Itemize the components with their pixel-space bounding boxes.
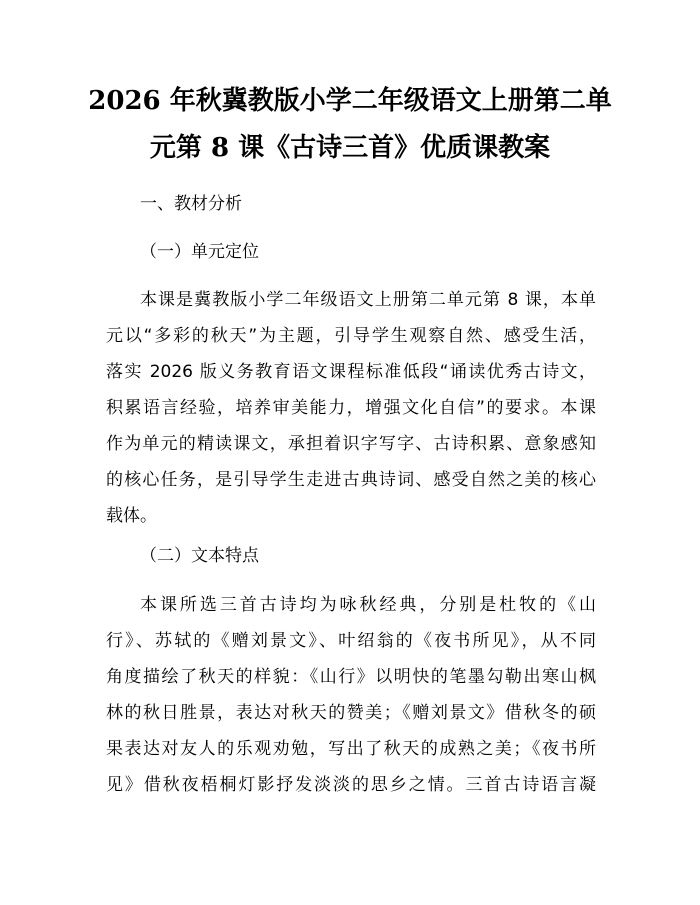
paragraph-line: 载体。 — [106, 506, 157, 526]
subsection-heading-unit-positioning: （一）单元定位 — [140, 242, 259, 262]
paragraph-line: 元以“多彩的秋天”为主题，引导学生观察自然、感受生活， — [106, 326, 596, 346]
subsection-heading-text-features: （二）文本特点 — [140, 546, 259, 566]
paragraph-line: 林的秋日胜景，表达对秋天的赞美；《赠刘景文》借秋冬的硕 — [106, 703, 596, 723]
paragraph-line: 角度描绘了秋天的样貌：《山行》以明快的笔墨勾勒出寒山枫 — [106, 667, 596, 687]
paragraph-line: 行》、苏轼的《赠刘景文》、叶绍翁的《夜书所见》，从不同 — [106, 631, 596, 651]
paragraph-line: 见》借秋夜梧桐灯影抒发淡淡的思乡之情。三首古诗语言凝 — [106, 775, 596, 795]
document-title-line-1: 2026 年秋冀教版小学二年级语文上册第二单 — [88, 86, 612, 116]
document-title-line-2: 元第 8 课《古诗三首》优质课教案 — [149, 133, 551, 163]
section-heading-textbook-analysis: 一、教材分析 — [140, 194, 242, 214]
paragraph-line: 本课是冀教版小学二年级语文上册第二单元第 8 课，本单 — [140, 290, 596, 310]
paragraph-line: 积累语言经验，培养审美能力，增强文化自信”的要求。本课 — [106, 398, 596, 418]
paragraph-line: 果表达对友人的乐观劝勉，写出了秋天的成熟之美；《夜书所 — [106, 739, 596, 759]
paragraph-line: 落实 2026 版义务教育语文课程标准低段“诵读优秀古诗文， — [106, 362, 596, 382]
paragraph-line: 作为单元的精读课文，承担着识字写字、古诗积累、意象感知 — [106, 434, 596, 454]
paragraph-line: 的核心任务，是引导学生走进古典诗词、感受自然之美的核心 — [106, 470, 596, 490]
paragraph-line: 本课所选三首古诗均为咏秋经典，分别是杜牧的《山 — [140, 595, 596, 615]
